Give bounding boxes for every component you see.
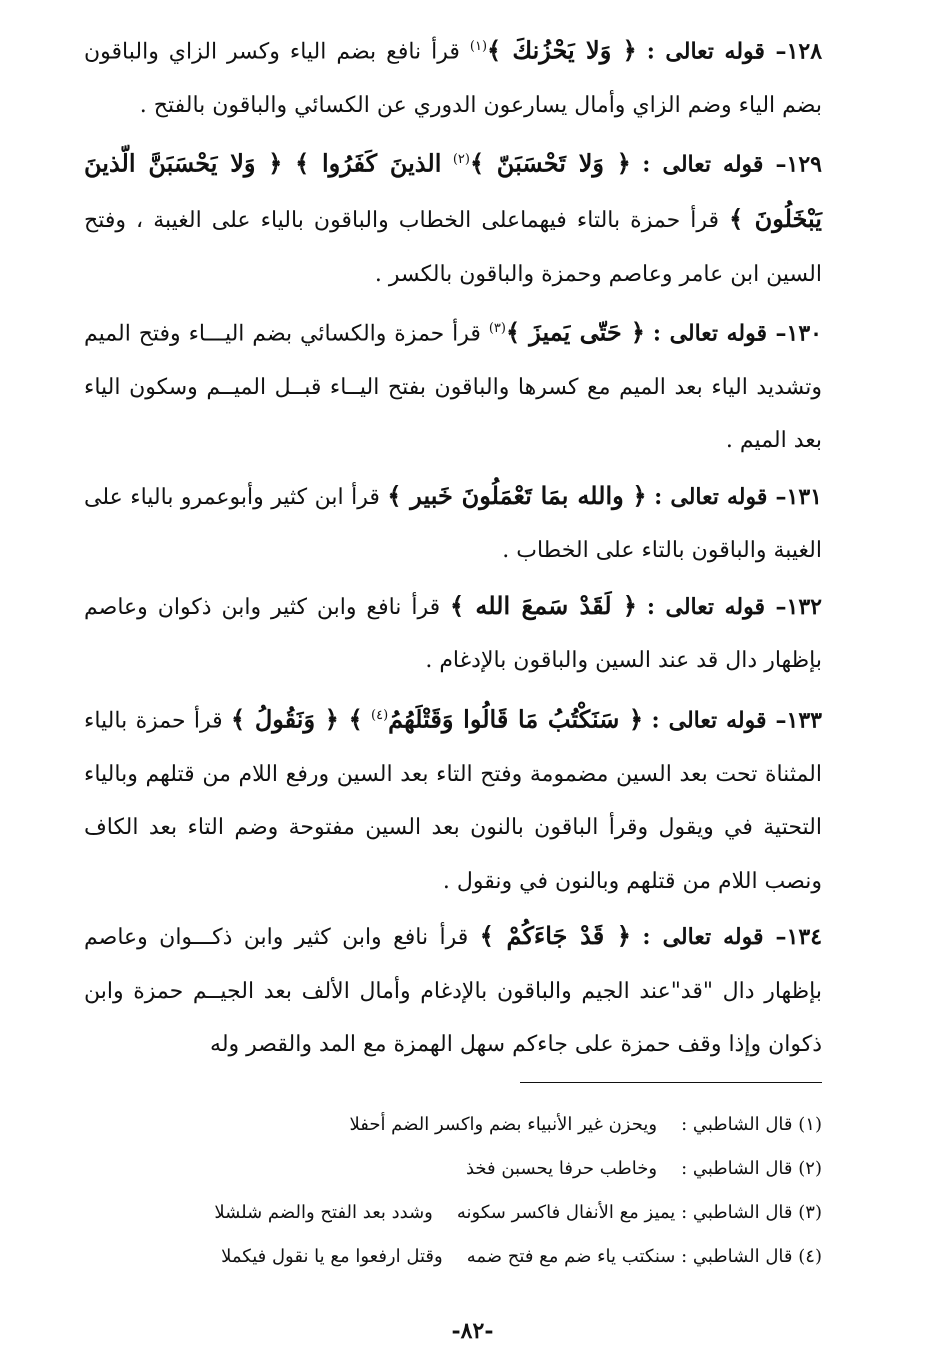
footnote-3 xyxy=(150,1191,822,1235)
paragraph-133 xyxy=(84,689,822,908)
footnote-2 xyxy=(150,1147,822,1191)
footnote-source: قال الشاطبي : xyxy=(681,1158,793,1179)
quran-text: ﴿ وَلا تَحْسَبَنّ ﴾ xyxy=(469,148,631,178)
quran-text: ﴿ حَتّى يَميزَ ﴾ xyxy=(505,317,645,347)
footnote-verse: سنكتب ياء ضم مع فتح ضمه xyxy=(466,1246,676,1267)
footnote-mark: (١) xyxy=(469,39,488,54)
footnote-number: (٣) xyxy=(798,1202,822,1223)
entry-body: قرأ نافع وابن كثير وابن ذكوان وعاصم بإظهار دال قد عند السين والباقون بالإدغام . xyxy=(84,594,822,674)
footnote-source: قال الشاطبي : xyxy=(681,1246,793,1267)
entry-body: قرأ ابن كثير وأبوعمرو بالياء على الغيبة والباقون بالتاء على الخطاب . xyxy=(84,484,822,564)
footnote-verse: يميز مع الأنفال فاكسر سكونه xyxy=(456,1202,676,1223)
footnote-source: قال الشاطبي : xyxy=(681,1202,793,1223)
footnote-4 xyxy=(150,1235,822,1279)
footnote-verse-2: وقتل ارفعوا مع يا نقول فيكملا xyxy=(221,1246,443,1267)
footnote-mark: (٤) xyxy=(371,707,389,723)
entry-body: قرأ نافع بضم الياء وكسر الزاي والباقون بضم الياء وضم الزاي وأمال يسارعون الدوري عن الكسائي والباقون بالفتح . xyxy=(84,39,822,118)
paragraph-129 xyxy=(84,133,822,301)
entry-lead: – قوله تعالى : xyxy=(646,593,787,620)
entry-number: ١٣١ xyxy=(786,483,822,510)
paragraph-132 xyxy=(84,579,822,688)
footnote-verse-2: وشدد بعد الفتح والضم شلشلا xyxy=(214,1202,433,1223)
footnote-mark: (٣) xyxy=(488,321,506,337)
quran-text: ﴿ سَنَكْتُبُ مَا قَالُوا وَقَتْلَهُمُ xyxy=(388,704,644,734)
entry-body: قرأ نافع وابن كثير وابن ذكـــوان وعاصم بإظهار دال "قد"عند الجيم والباقون بالإدغام وأمال الألف بعد الجيــم حمزة وابن ذكوان وإذا وقف حمزة على جاءكم سهل الهمزة مع المد والقصر وله xyxy=(84,925,822,1058)
entry-number: ١٣٠ xyxy=(786,320,822,347)
entry-lead: – قوله تعالى : xyxy=(651,707,787,734)
quran-text: ﴿ قَدْ جَاءَكُمْ ﴾ xyxy=(479,921,631,951)
entry-lead: – قوله تعالى : xyxy=(646,38,787,65)
paragraph-131 xyxy=(84,469,822,578)
entry-number: ١٢٩ xyxy=(786,151,822,178)
paragraph-128 xyxy=(84,20,822,132)
quran-text-2: الذينَ كَفَرُوا ﴾ ﴿ وَلا يَحْسَبَنَّ الّذينَ يَبْخَلُونَ ﴾ xyxy=(84,148,822,234)
main-text xyxy=(84,20,822,1073)
entry-number: ١٣٤ xyxy=(786,924,823,951)
quran-text: ﴿ لَقَدْ سَمعَ الله ﴾ xyxy=(450,590,637,620)
entry-body: قرأ حمزة والكسائي بضم اليـــاء وفتح الميم وتشديد الياء بعد الميم مع كسرها والباقون بفتح اليــاء قبــل الميــم وسكون الياء بعد الميم . xyxy=(84,321,822,454)
footnote-verse: وخاطب حرفا يحسبن فخذ xyxy=(465,1158,658,1179)
footnote-number: (٢) xyxy=(798,1158,822,1179)
paragraph-130 xyxy=(84,302,822,468)
entry-number: ١٣٢ xyxy=(786,593,822,620)
footnote-number: (٤) xyxy=(798,1246,822,1267)
footnote-divider xyxy=(520,1082,822,1083)
entry-lead: – قوله تعالى : xyxy=(652,320,787,347)
paragraph-134 xyxy=(84,909,822,1072)
entry-number: ١٣٣ xyxy=(786,707,822,734)
footnotes xyxy=(150,1103,822,1279)
entry-number: ١٢٨ xyxy=(786,38,823,65)
quran-text: ﴿ وَلا يَحْزُنكَ ﴾ xyxy=(487,35,637,65)
entry-body: قرأ حمزة بالتاء فيهماعلى الخطاب والباقون بالياء على الغيبة ، وفتح السين ابن عامر وعاصم وحمزة والباقون بالكسر . xyxy=(84,208,822,287)
quran-text: ﴿ والله بمَا تَعْمَلُونَ خَبير ﴾ xyxy=(387,480,647,510)
footnote-number: (١) xyxy=(798,1114,822,1135)
footnote-verse: ويحزن غير الأنبياء بضم واكسر الضم أحفلا xyxy=(349,1114,658,1135)
entry-body: قرأ حمزة بالياء المثناة تحت بعد السين مضمومة وفتح التاء بعد السين ورفع اللام من قتلهم وبالياء التحتية في ويقول وقرأ الباقون بالنون بعد السين مفتوحة وضم التاء بعد الكاف ونصب اللام من قتلهم وبالنون في ونقول . xyxy=(84,708,822,894)
entry-lead: – قوله تعالى : xyxy=(654,483,787,510)
footnote-source: قال الشاطبي : xyxy=(681,1114,793,1135)
quran-text-2: ﴾ ﴿ وَنَقُولُ ﴾ xyxy=(231,704,363,734)
page-number: -٨٢- xyxy=(451,1318,494,1344)
footnote-mark: (٢) xyxy=(452,152,470,168)
entry-lead: – قوله تعالى : xyxy=(642,924,787,951)
footnote-1 xyxy=(150,1103,822,1147)
entry-lead: – قوله تعالى : xyxy=(642,151,787,178)
